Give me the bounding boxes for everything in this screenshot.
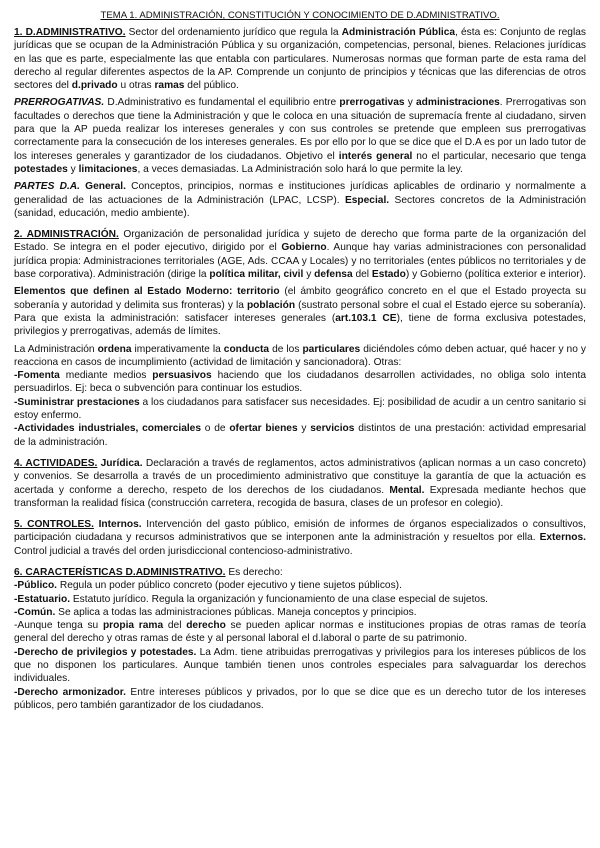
bold-text: Internos.: [93, 519, 142, 531]
text: , ésta es: Conjunto de reglas jurídicas que se ocupan de la Administración Pública y su organización, competencias, personal, bienes. Relaciones jurídicas en las que es parte, especialmente las que entabla con particulares. Numerosas normas que forman parte de esta rama del derecho al regular diferentes aspectos de la AP. Comprende un conjunto de principios y técnicas que las diferencias de otros sectores del: [14, 27, 586, 92]
document-title: TEMA 1. ADMINISTRACIÓN, CONSTITUCIÓN Y CONOCIMIENTO DE D.ADMINISTRATIVO.: [100, 10, 500, 21]
partes-paragraph: [14, 180, 586, 220]
section-2-heading: 2. ADMINISTRACIÓN.: [14, 229, 119, 241]
bold-text: conducta: [223, 343, 270, 355]
text: (sustrato personal sobre el cual el Estado ejerce su soberanía). Para que exista la administración: satisfacer intereses generales (: [14, 299, 586, 324]
text: D.Administrativo es fundamental el equilibrio entre: [104, 97, 340, 109]
text: Intervención del gasto público, emisión de informes de órganos especializados o consultivos, participación ciudadana y recursos administrativos que se interponen ante la administración y resueltos por ella.: [14, 519, 586, 544]
actividades-industriales-item: [14, 422, 586, 449]
armonizador-item: [14, 686, 586, 713]
bold-text: Gobierno: [281, 242, 327, 254]
section-1-paragraph: [14, 26, 586, 92]
section-4-paragraph: [14, 457, 586, 510]
text: del: [163, 620, 187, 632]
privilegios-item: [14, 646, 586, 686]
text: Declaración a través de reglamentos, actos administrativos (aplican normas a un caso concreto) y convenios. Se desarrolla a través de un procedimiento administrativo que constituye la garantía de que la actuación es acertada y conforme a derecho, respeto de los derechos de los ciudadanos.: [14, 457, 586, 496]
text: a los ciudadanos para satisfacer sus necesidades. Ej: posibilidad de acudir a un centro sanitario si estoy enfermo.: [14, 396, 587, 422]
text: de los: [269, 343, 303, 355]
section-5-heading: 5. CONTROLES.: [14, 519, 94, 531]
text: Sector del ordenamiento jurídico que regula la: [125, 27, 342, 38]
prerrogativas-heading: PRERROGATIVAS.: [14, 97, 105, 109]
text: del: [352, 269, 372, 281]
bold-text: ordena: [97, 343, 132, 355]
bold-text: Especial.: [344, 194, 390, 206]
text: Sectores concretos de la Administración (sanidad, educación, medio ambiente).: [14, 194, 586, 219]
text: La Administración: [14, 343, 98, 355]
bold-text: -Actividades industriales, comerciales: [14, 423, 202, 435]
fomenta-item: [14, 369, 586, 396]
text: y: [303, 269, 315, 281]
text: . Aunque hay varias administraciones con personalidad jurídica propia: Administraciones territoriales (AGE, Ads. CCAA y Locales) y no territoriales (entes públicos no territoriales y de base corporativa). Administración (dirige la: [14, 242, 586, 281]
bold-text: Mental.: [389, 484, 425, 496]
bold-text: -Derecho de privilegios y potestades.: [14, 646, 197, 658]
text: y: [297, 423, 311, 435]
text: o de: [201, 423, 230, 435]
bold-text: Externos.: [539, 532, 586, 544]
text: Entre intereses públicos y privados, por lo que se dice que es un derecho tutor de los intereses públicos, pero también garantizador de los ciudadanos.: [14, 686, 587, 711]
section-2-paragraph: [14, 228, 586, 281]
bold-text: prerrogativas: [339, 97, 405, 109]
text: ) y Gobierno (política exterior e interior).: [405, 269, 586, 281]
text: imperativamente la: [131, 343, 224, 355]
bold-text: potestades: [14, 163, 68, 175]
section-5-paragraph: [14, 518, 586, 558]
text: -Aunque tenga su: [14, 620, 103, 632]
bold-text: servicios: [310, 423, 355, 435]
estatuario-item: [14, 593, 586, 606]
section-6-intro: [14, 566, 586, 579]
text: , a veces demasiadas. La Administración solo hará lo que permite la ley.: [137, 163, 463, 175]
text: haciendo que los ciudadanos desarrollen actividades, no obliga solo intenta persuadirlos. Ej: beca o subvención para continuar los estudios.: [14, 370, 586, 395]
text: diciéndoles cómo deben actuar, qué hacer y no y reacciona en casos de incumplimiento (actividad de limitación y sancionadora). Otras:: [14, 343, 586, 368]
text: u otras: [117, 80, 155, 92]
text: Expresada mediante hechos que transforman la realidad física (construcción carretera, recogida de basura, clases de un profesor en colegio).: [14, 484, 586, 509]
section-4-heading: 4. ACTIVIDADES.: [14, 457, 98, 469]
bold-text: población: [246, 299, 296, 311]
ordena-paragraph: [14, 343, 586, 370]
elementos-paragraph: [14, 285, 586, 338]
text: (el ámbito geográfico concreto en el que el Estado proyecta su soberanía y autoridad y delimita sus fronteras) y la: [14, 286, 586, 311]
text: no el particular, necesario que tenga: [412, 150, 587, 162]
text: Se aplica a todas las administraciones públicas. Maneja conceptos y principios.: [55, 606, 417, 618]
section-6-heading: 6. CARACTERÍSTICAS D.ADMINISTRATIVO.: [14, 566, 226, 578]
text: . Prerrogativas son facultades o derechos que tiene la Administración y que le coloca en una situación de supremacía frente al ciudadano, sirven para que la AP pueda realizar los intereses generales y con sus controles se pretende que empleen sus prerrogativas correctamente para la consecución de los intereses generales. Es por ello por lo que se dice que el D.A es por un lado tutor de los intereses generales y garantizador de los ciudadanos. Objetivo el: [14, 97, 587, 162]
bold-text: particulares: [302, 343, 361, 355]
text: y: [404, 97, 416, 109]
text: Regula un poder público concreto (poder ejecutivo y tiene sujetos públicos).: [57, 580, 402, 592]
bold-text: Elementos que definen al Estado Moderno: territorio: [14, 286, 280, 298]
suministrar-item: [14, 396, 586, 423]
bold-text: ramas: [154, 80, 185, 92]
text: ), tiene de forma exclusiva potestades, privilegios y prerrogativas, además de límites.: [14, 312, 586, 338]
bold-text: General.: [79, 181, 126, 193]
text: Conceptos, principios, normas e instituciones jurídicas aplicables de ordinario y normalmente a generalidad de las actuaciones de la Administración (LPAC, LCSP).: [14, 181, 586, 206]
bold-text: persuasivos: [152, 370, 212, 382]
bold-text: interés general: [338, 150, 413, 162]
text: Control judicial a través del orden jurisdiccional contencioso-administrativo.: [14, 545, 353, 557]
text: Es derecho:: [225, 566, 283, 578]
text: Organización de personalidad jurídica y sujeto de derecho que forma parte de la organización del Estado. Se integra en el poder ejecutivo, dirigido por el: [14, 229, 586, 254]
bold-text: administraciones: [416, 97, 500, 109]
bold-text: Administración Pública: [341, 27, 456, 38]
text: Estatuto jurídico. Regula la organización y funcionamiento de una clase especial de sujetos.: [70, 593, 488, 605]
bold-text: -Derecho armonizador.: [14, 686, 126, 698]
prerrogativas-paragraph: [14, 96, 586, 176]
bold-text: limitaciones: [78, 163, 138, 175]
bold-text: derecho: [186, 620, 226, 632]
text: se pueden aplicar normas e instituciones propias de otras ramas de teoría general del derecho y otras ramas de éste y al personal laboral el d.laboral o parte de su patrimonio.: [14, 620, 586, 645]
publico-item: [14, 579, 586, 592]
text: y: [67, 163, 79, 175]
text: del público.: [184, 80, 239, 92]
bold-text: d.privado: [71, 80, 118, 92]
bold-text: -Fomenta: [14, 370, 60, 382]
text: mediante medios: [59, 370, 153, 382]
bold-text: defensa: [314, 269, 353, 281]
bold-text: -Común.: [14, 606, 56, 618]
bold-text: Estado: [371, 269, 406, 281]
bold-text: -Público.: [14, 580, 58, 592]
bold-text: art.103.1 CE: [335, 312, 397, 324]
partes-heading: PARTES D.A.: [14, 181, 80, 193]
bold-text: Jurídica.: [97, 457, 143, 469]
document-page: [14, 0, 586, 712]
bold-text: ofertar bienes: [229, 423, 298, 435]
bold-text: -Suministrar prestaciones: [14, 396, 140, 408]
comun-item: [14, 606, 586, 619]
section-1-heading: 1. D.ADMINISTRATIVO.: [14, 27, 126, 38]
text: distintos de una prestación: actividad empresarial de la administración.: [14, 423, 586, 448]
bold-text: -Estatuario.: [14, 593, 71, 605]
bold-text: propia rama: [102, 620, 164, 632]
bold-text: política militar, civil: [209, 269, 304, 281]
text: La Adm. tiene atribuidas prerrogativas y privilegios para los intereses públicos de los que no disponen los particulares. Aunque también tienen unos controles especiales para salvaguardar los derechos individuales.: [14, 646, 586, 685]
propia-rama-item: [14, 619, 586, 646]
